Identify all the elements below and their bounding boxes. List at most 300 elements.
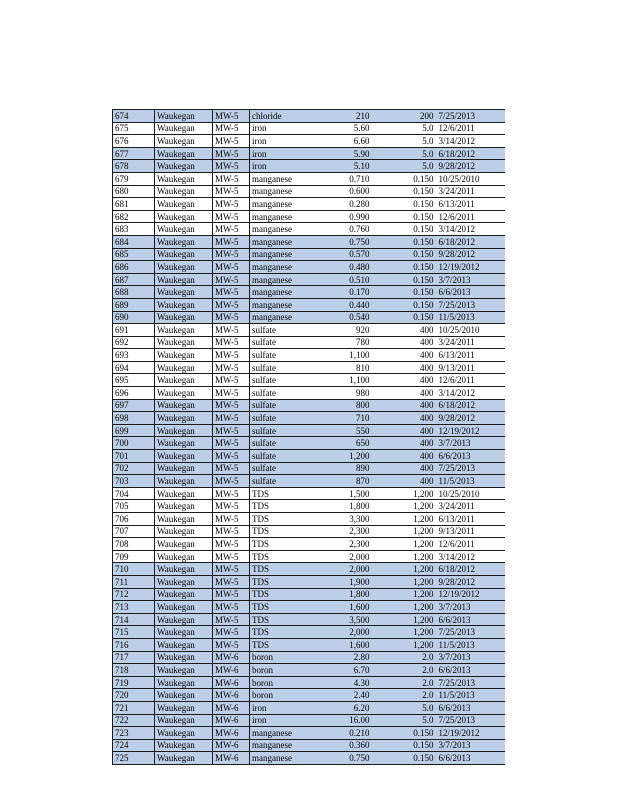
measured-value: 6.70 xyxy=(306,664,372,677)
sample-date: 3/7/2013 xyxy=(436,437,505,450)
table-row xyxy=(113,248,505,261)
well-id: MW-6 xyxy=(213,664,250,677)
well-id: MW-5 xyxy=(213,110,250,123)
table-row xyxy=(113,223,505,236)
measured-value: 6.20 xyxy=(306,701,372,714)
sample-date: 12/19/2012 xyxy=(436,588,505,601)
table-row xyxy=(113,172,505,185)
row-number: 720 xyxy=(113,689,155,702)
well-id: MW-5 xyxy=(213,349,250,362)
parameter-name: manganese xyxy=(250,210,306,223)
parameter-name: sulfate xyxy=(250,349,306,362)
site-name: Waukegan xyxy=(155,198,213,211)
well-id: MW-5 xyxy=(213,487,250,500)
table-row xyxy=(113,160,505,173)
measured-value: 2,000 xyxy=(306,550,372,563)
measured-value: 870 xyxy=(306,475,372,488)
sample-date: 9/28/2012 xyxy=(436,160,505,173)
measured-value: 800 xyxy=(306,399,372,412)
standard-value: 400 xyxy=(372,462,436,475)
measured-value: 650 xyxy=(306,437,372,450)
standard-value: 400 xyxy=(372,361,436,374)
measured-value: 0.710 xyxy=(306,172,372,185)
site-name: Waukegan xyxy=(155,135,213,148)
well-id: MW-5 xyxy=(213,399,250,412)
parameter-name: manganese xyxy=(250,298,306,311)
sample-date: 3/24/2011 xyxy=(436,500,505,513)
parameter-name: TDS xyxy=(250,487,306,500)
sample-date: 11/5/2013 xyxy=(436,311,505,324)
measured-value: 1,800 xyxy=(306,500,372,513)
sample-date: 3/7/2013 xyxy=(436,651,505,664)
well-id: MW-5 xyxy=(213,336,250,349)
row-number: 677 xyxy=(113,147,155,160)
well-id: MW-5 xyxy=(213,235,250,248)
standard-value: 0.150 xyxy=(372,311,436,324)
parameter-name: sulfate xyxy=(250,336,306,349)
standard-value: 200 xyxy=(372,110,436,123)
sample-date: 3/7/2013 xyxy=(436,739,505,752)
measured-value: 1,100 xyxy=(306,374,372,387)
measured-value: 2.80 xyxy=(306,651,372,664)
measured-value: 1,200 xyxy=(306,450,372,463)
well-id: MW-6 xyxy=(213,701,250,714)
measured-value: 0.990 xyxy=(306,210,372,223)
sample-date: 12/6/2011 xyxy=(436,122,505,135)
sample-date: 9/28/2012 xyxy=(436,412,505,425)
site-name: Waukegan xyxy=(155,412,213,425)
table-row xyxy=(113,210,505,223)
well-id: MW-5 xyxy=(213,638,250,651)
site-name: Waukegan xyxy=(155,689,213,702)
site-name: Waukegan xyxy=(155,613,213,626)
table-row xyxy=(113,500,505,513)
table-body xyxy=(113,110,505,765)
row-number: 687 xyxy=(113,273,155,286)
well-id: MW-5 xyxy=(213,563,250,576)
well-id: MW-5 xyxy=(213,450,250,463)
parameter-name: TDS xyxy=(250,538,306,551)
parameter-name: sulfate xyxy=(250,374,306,387)
site-name: Waukegan xyxy=(155,475,213,488)
well-id: MW-5 xyxy=(213,437,250,450)
row-number: 699 xyxy=(113,424,155,437)
row-number: 722 xyxy=(113,714,155,727)
table-row xyxy=(113,487,505,500)
well-id: MW-5 xyxy=(213,500,250,513)
parameter-name: manganese xyxy=(250,739,306,752)
site-name: Waukegan xyxy=(155,588,213,601)
sample-date: 12/19/2012 xyxy=(436,727,505,740)
site-name: Waukegan xyxy=(155,349,213,362)
table-row xyxy=(113,563,505,576)
row-number: 715 xyxy=(113,626,155,639)
sample-date: 10/25/2010 xyxy=(436,487,505,500)
standard-value: 400 xyxy=(372,475,436,488)
row-number: 675 xyxy=(113,122,155,135)
standard-value: 5.0 xyxy=(372,714,436,727)
site-name: Waukegan xyxy=(155,550,213,563)
table-row xyxy=(113,525,505,538)
well-id: MW-5 xyxy=(213,147,250,160)
site-name: Waukegan xyxy=(155,651,213,664)
sample-date: 9/13/2011 xyxy=(436,525,505,538)
measured-value: 0.440 xyxy=(306,298,372,311)
measured-value: 0.210 xyxy=(306,727,372,740)
parameter-name: manganese xyxy=(250,223,306,236)
standard-value: 0.150 xyxy=(372,185,436,198)
parameter-name: manganese xyxy=(250,311,306,324)
well-id: MW-5 xyxy=(213,198,250,211)
parameter-name: TDS xyxy=(250,613,306,626)
sample-date: 10/25/2010 xyxy=(436,324,505,337)
sample-date: 6/13/2011 xyxy=(436,198,505,211)
parameter-name: TDS xyxy=(250,601,306,614)
parameter-name: manganese xyxy=(250,286,306,299)
sample-date: 6/6/2013 xyxy=(436,450,505,463)
parameter-name: manganese xyxy=(250,185,306,198)
well-id: MW-5 xyxy=(213,311,250,324)
parameter-name: sulfate xyxy=(250,475,306,488)
parameter-name: iron xyxy=(250,122,306,135)
sample-date: 3/14/2012 xyxy=(436,387,505,400)
standard-value: 5.0 xyxy=(372,701,436,714)
site-name: Waukegan xyxy=(155,727,213,740)
well-id: MW-5 xyxy=(213,538,250,551)
measured-value: 5.60 xyxy=(306,122,372,135)
exceedance-table xyxy=(112,109,505,765)
table-row xyxy=(113,739,505,752)
row-number: 724 xyxy=(113,739,155,752)
row-number: 686 xyxy=(113,261,155,274)
standard-value: 2.0 xyxy=(372,651,436,664)
site-name: Waukegan xyxy=(155,538,213,551)
parameter-name: manganese xyxy=(250,172,306,185)
well-id: MW-6 xyxy=(213,739,250,752)
standard-value: 0.150 xyxy=(372,286,436,299)
sample-date: 6/6/2013 xyxy=(436,286,505,299)
measured-value: 1,800 xyxy=(306,588,372,601)
well-id: MW-5 xyxy=(213,601,250,614)
row-number: 716 xyxy=(113,638,155,651)
sample-date: 6/18/2012 xyxy=(436,563,505,576)
standard-value: 1,200 xyxy=(372,613,436,626)
table-row xyxy=(113,701,505,714)
standard-value: 1,200 xyxy=(372,563,436,576)
standard-value: 400 xyxy=(372,324,436,337)
table-row xyxy=(113,651,505,664)
standard-value: 400 xyxy=(372,412,436,425)
table-row xyxy=(113,412,505,425)
sample-date: 7/25/2013 xyxy=(436,676,505,689)
standard-value: 400 xyxy=(372,349,436,362)
sample-date: 12/19/2012 xyxy=(436,261,505,274)
standard-value: 400 xyxy=(372,450,436,463)
site-name: Waukegan xyxy=(155,752,213,765)
standard-value: 0.150 xyxy=(372,752,436,765)
sample-date: 11/5/2013 xyxy=(436,689,505,702)
measured-value: 0.360 xyxy=(306,739,372,752)
table-row xyxy=(113,235,505,248)
standard-value: 1,200 xyxy=(372,638,436,651)
measured-value: 0.750 xyxy=(306,235,372,248)
sample-date: 3/7/2013 xyxy=(436,601,505,614)
table-row xyxy=(113,550,505,563)
measured-value: 1,100 xyxy=(306,349,372,362)
site-name: Waukegan xyxy=(155,210,213,223)
row-number: 683 xyxy=(113,223,155,236)
standard-value: 400 xyxy=(372,437,436,450)
measured-value: 5.90 xyxy=(306,147,372,160)
sample-date: 6/18/2012 xyxy=(436,235,505,248)
row-number: 681 xyxy=(113,198,155,211)
standard-value: 5.0 xyxy=(372,160,436,173)
row-number: 704 xyxy=(113,487,155,500)
table-row xyxy=(113,361,505,374)
parameter-name: sulfate xyxy=(250,387,306,400)
measured-value: 1,600 xyxy=(306,638,372,651)
measured-value: 6.60 xyxy=(306,135,372,148)
row-number: 710 xyxy=(113,563,155,576)
table-row xyxy=(113,198,505,211)
table-row xyxy=(113,626,505,639)
row-number: 703 xyxy=(113,475,155,488)
site-name: Waukegan xyxy=(155,676,213,689)
well-id: MW-5 xyxy=(213,185,250,198)
well-id: MW-5 xyxy=(213,525,250,538)
standard-value: 0.150 xyxy=(372,248,436,261)
standard-value: 0.150 xyxy=(372,739,436,752)
site-name: Waukegan xyxy=(155,525,213,538)
site-name: Waukegan xyxy=(155,172,213,185)
standard-value: 1,200 xyxy=(372,601,436,614)
site-name: Waukegan xyxy=(155,487,213,500)
sample-date: 7/25/2013 xyxy=(436,462,505,475)
sample-date: 3/14/2012 xyxy=(436,223,505,236)
measured-value: 0.760 xyxy=(306,223,372,236)
site-name: Waukegan xyxy=(155,387,213,400)
table-row xyxy=(113,664,505,677)
row-number: 718 xyxy=(113,664,155,677)
measured-value: 1,500 xyxy=(306,487,372,500)
parameter-name: iron xyxy=(250,135,306,148)
parameter-name: manganese xyxy=(250,752,306,765)
site-name: Waukegan xyxy=(155,248,213,261)
site-name: Waukegan xyxy=(155,638,213,651)
row-number: 717 xyxy=(113,651,155,664)
well-id: MW-5 xyxy=(213,626,250,639)
parameter-name: TDS xyxy=(250,575,306,588)
measured-value: 3,500 xyxy=(306,613,372,626)
standard-value: 400 xyxy=(372,399,436,412)
table-row xyxy=(113,147,505,160)
parameter-name: iron xyxy=(250,714,306,727)
site-name: Waukegan xyxy=(155,160,213,173)
sample-date: 7/25/2013 xyxy=(436,714,505,727)
well-id: MW-5 xyxy=(213,261,250,274)
measured-value: 2,000 xyxy=(306,563,372,576)
standard-value: 5.0 xyxy=(372,147,436,160)
parameter-name: sulfate xyxy=(250,450,306,463)
well-id: MW-6 xyxy=(213,676,250,689)
standard-value: 5.0 xyxy=(372,135,436,148)
standard-value: 0.150 xyxy=(372,298,436,311)
well-id: MW-6 xyxy=(213,689,250,702)
row-number: 680 xyxy=(113,185,155,198)
row-number: 695 xyxy=(113,374,155,387)
table-row xyxy=(113,110,505,123)
parameter-name: boron xyxy=(250,689,306,702)
well-id: MW-5 xyxy=(213,172,250,185)
row-number: 692 xyxy=(113,336,155,349)
site-name: Waukegan xyxy=(155,575,213,588)
row-number: 685 xyxy=(113,248,155,261)
standard-value: 2.0 xyxy=(372,664,436,677)
site-name: Waukegan xyxy=(155,374,213,387)
table-row xyxy=(113,135,505,148)
table-row xyxy=(113,298,505,311)
measured-value: 0.280 xyxy=(306,198,372,211)
table-row xyxy=(113,261,505,274)
table-row xyxy=(113,273,505,286)
sample-date: 9/28/2012 xyxy=(436,575,505,588)
measured-value: 780 xyxy=(306,336,372,349)
site-name: Waukegan xyxy=(155,286,213,299)
well-id: MW-5 xyxy=(213,575,250,588)
table-row xyxy=(113,424,505,437)
well-id: MW-6 xyxy=(213,651,250,664)
parameter-name: sulfate xyxy=(250,462,306,475)
measured-value: 810 xyxy=(306,361,372,374)
sample-date: 6/13/2011 xyxy=(436,349,505,362)
row-number: 700 xyxy=(113,437,155,450)
row-number: 694 xyxy=(113,361,155,374)
well-id: MW-5 xyxy=(213,513,250,526)
well-id: MW-5 xyxy=(213,462,250,475)
standard-value: 1,200 xyxy=(372,626,436,639)
row-number: 684 xyxy=(113,235,155,248)
sample-date: 6/6/2013 xyxy=(436,613,505,626)
parameter-name: TDS xyxy=(250,626,306,639)
well-id: MW-5 xyxy=(213,248,250,261)
sample-date: 3/14/2012 xyxy=(436,135,505,148)
table-row xyxy=(113,324,505,337)
sample-date: 3/24/2011 xyxy=(436,185,505,198)
site-name: Waukegan xyxy=(155,261,213,274)
site-name: Waukegan xyxy=(155,424,213,437)
parameter-name: manganese xyxy=(250,261,306,274)
site-name: Waukegan xyxy=(155,336,213,349)
standard-value: 400 xyxy=(372,387,436,400)
sample-date: 11/5/2013 xyxy=(436,638,505,651)
row-number: 693 xyxy=(113,349,155,362)
well-id: MW-5 xyxy=(213,412,250,425)
sample-date: 3/24/2011 xyxy=(436,336,505,349)
table-row xyxy=(113,513,505,526)
measured-value: 710 xyxy=(306,412,372,425)
row-number: 690 xyxy=(113,311,155,324)
well-id: MW-5 xyxy=(213,475,250,488)
well-id: MW-5 xyxy=(213,135,250,148)
parameter-name: manganese xyxy=(250,235,306,248)
parameter-name: iron xyxy=(250,160,306,173)
well-id: MW-5 xyxy=(213,122,250,135)
parameter-name: manganese xyxy=(250,727,306,740)
measured-value: 1,600 xyxy=(306,601,372,614)
site-name: Waukegan xyxy=(155,500,213,513)
standard-value: 0.150 xyxy=(372,235,436,248)
well-id: MW-5 xyxy=(213,324,250,337)
parameter-name: manganese xyxy=(250,198,306,211)
measured-value: 4.30 xyxy=(306,676,372,689)
sample-date: 11/5/2013 xyxy=(436,475,505,488)
measured-value: 2,300 xyxy=(306,538,372,551)
table-row xyxy=(113,311,505,324)
table-row xyxy=(113,475,505,488)
standard-value: 0.150 xyxy=(372,273,436,286)
standard-value: 2.0 xyxy=(372,689,436,702)
well-id: MW-5 xyxy=(213,210,250,223)
site-name: Waukegan xyxy=(155,185,213,198)
measured-value: 210 xyxy=(306,110,372,123)
site-name: Waukegan xyxy=(155,513,213,526)
parameter-name: TDS xyxy=(250,638,306,651)
parameter-name: sulfate xyxy=(250,412,306,425)
row-number: 709 xyxy=(113,550,155,563)
measured-value: 0.170 xyxy=(306,286,372,299)
table-row xyxy=(113,575,505,588)
table-row xyxy=(113,462,505,475)
parameter-name: sulfate xyxy=(250,361,306,374)
table-row xyxy=(113,122,505,135)
site-name: Waukegan xyxy=(155,361,213,374)
well-id: MW-5 xyxy=(213,387,250,400)
sample-date: 7/25/2013 xyxy=(436,298,505,311)
row-number: 701 xyxy=(113,450,155,463)
parameter-name: TDS xyxy=(250,513,306,526)
site-name: Waukegan xyxy=(155,601,213,614)
table-row xyxy=(113,689,505,702)
standard-value: 400 xyxy=(372,374,436,387)
sample-date: 12/6/2011 xyxy=(436,210,505,223)
parameter-name: boron xyxy=(250,676,306,689)
site-name: Waukegan xyxy=(155,110,213,123)
standard-value: 1,200 xyxy=(372,575,436,588)
parameter-name: TDS xyxy=(250,500,306,513)
table-row xyxy=(113,387,505,400)
row-number: 676 xyxy=(113,135,155,148)
site-name: Waukegan xyxy=(155,298,213,311)
parameter-name: TDS xyxy=(250,588,306,601)
table-row xyxy=(113,374,505,387)
measured-value: 16.00 xyxy=(306,714,372,727)
row-number: 697 xyxy=(113,399,155,412)
parameter-name: boron xyxy=(250,664,306,677)
parameter-name: sulfate xyxy=(250,424,306,437)
row-number: 679 xyxy=(113,172,155,185)
sample-date: 12/6/2011 xyxy=(436,538,505,551)
well-id: MW-5 xyxy=(213,374,250,387)
table-row xyxy=(113,336,505,349)
row-number: 682 xyxy=(113,210,155,223)
sample-date: 6/6/2013 xyxy=(436,664,505,677)
row-number: 719 xyxy=(113,676,155,689)
sample-date: 6/13/2011 xyxy=(436,513,505,526)
site-name: Waukegan xyxy=(155,399,213,412)
row-number: 688 xyxy=(113,286,155,299)
standard-value: 0.150 xyxy=(372,210,436,223)
parameter-name: boron xyxy=(250,651,306,664)
